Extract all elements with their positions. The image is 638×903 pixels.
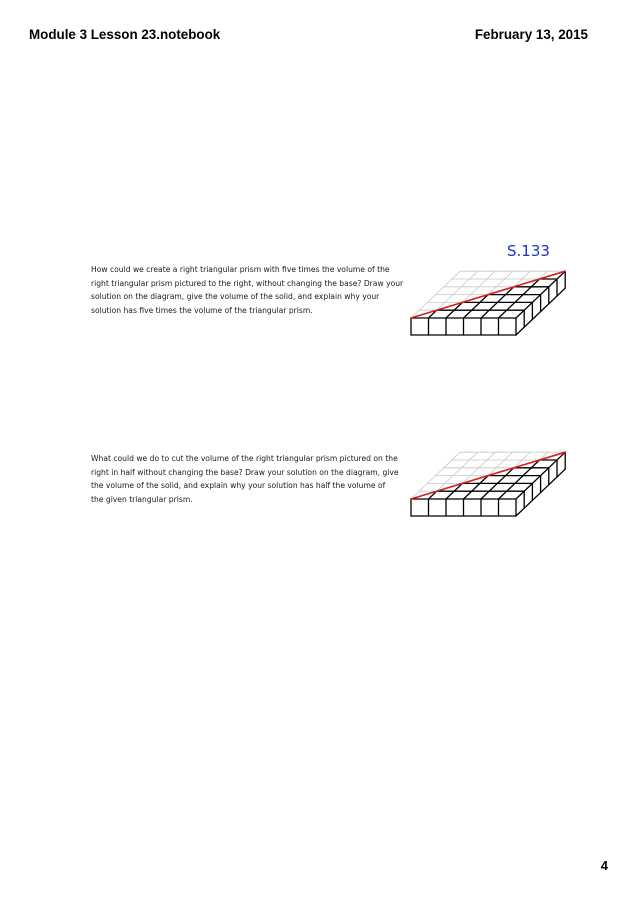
problem-1-text: How could we create a right triangular prism with five times the volume of the right triangular prism pictured to the right, without changing the base? Draw your solution on the diagram, give the volume of the solid, and explain why your solution has five times the volume of the triangular prism. bbox=[91, 265, 404, 315]
page-date: February 13, 2015 bbox=[474, 27, 588, 42]
page-number: 4 bbox=[600, 858, 608, 873]
problem-2-prism-diagram bbox=[405, 443, 567, 525]
handwritten-annotation: S.133 bbox=[507, 242, 550, 260]
problem-1-prism-diagram bbox=[405, 262, 567, 344]
problem-2-text: What could we do to cut the volume of the right triangular prism pictured on the right in half without changing the base? Draw your solution on the diagram, give the volume of the solid, and explain why your solution has half the volume of the given triangular prism. bbox=[91, 454, 399, 504]
notebook-title: Module 3 Lesson 23.notebook bbox=[29, 27, 221, 42]
